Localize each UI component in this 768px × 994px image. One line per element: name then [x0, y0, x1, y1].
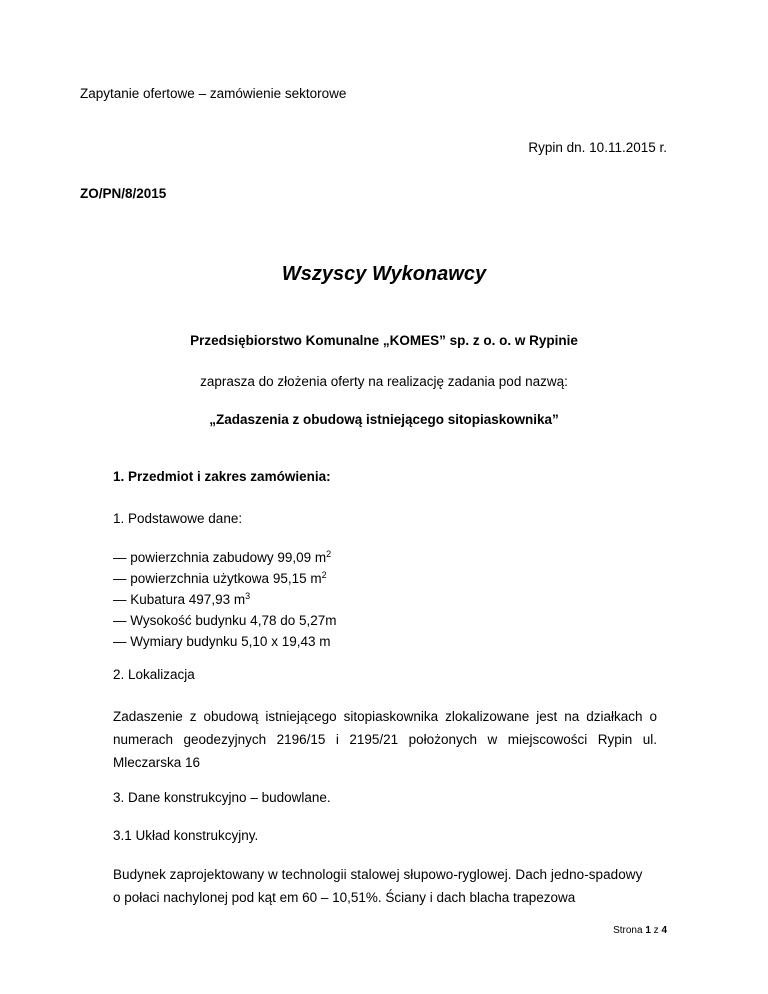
place-date: Rypin dn. 10.11.2015 r.: [528, 140, 667, 155]
fact-item: — powierzchnia zabudowy 99,09 $m^2$: [113, 549, 332, 565]
fact-item: — Wymiary budynku 5,10 x 19,43 m: [113, 634, 331, 649]
fact-item: — Kubatura 497,93 $m^3$: [113, 591, 251, 607]
facts-list: [113, 547, 337, 652]
project-name: „Zadaszenia z obudową istniejącego sitopiaskownika”: [209, 412, 559, 427]
company-name: Przedsiębiorstwo Komunalne „KOMES” sp. z o. o. w Rypinie: [190, 333, 578, 348]
fact-item: — Wysokość budynku 4,78 do 5,27m: [113, 613, 337, 628]
structure-line-1: Budynek zaprojektowany w technologii stalowej słupowo-ryglowej. Dach jedno-spadowy: [113, 867, 643, 882]
fact-item: — powierzchnia użytkowa 95,15 $m^2$: [113, 570, 327, 586]
subsection-basic-data: 1. Podstawowe dane:: [113, 511, 243, 526]
section-heading: 1. Przedmiot i zakres zamówienia:: [113, 469, 331, 484]
reference-number: ZO/PN/8/2015: [80, 186, 167, 201]
location-paragraph: Zadaszenie z obudową istniejącego sitopiaskownika zlokalizowane jest na działkach o numerach geodezyjnych 2196/15 i 2195/21 położonych w miejscowości Rypin ul. Mleczarska 16: [113, 709, 657, 770]
subsection-construction: 3. Dane konstrukcyjno – budowlane.: [113, 790, 331, 805]
subsection-structure: 3.1 Układ konstrukcyjny.: [113, 828, 259, 843]
subsection-location: 2. Lokalizacja: [113, 667, 195, 682]
document-subject: Zapytanie ofertowe – zamówienie sektorowe: [80, 86, 347, 101]
recipient-title: Wszyscy Wykonawcy: [281, 263, 487, 285]
invitation-text: zaprasza do złożenia oferty na realizację zadania pod nazwą:: [200, 374, 568, 389]
page-footer: Strona 1 z 4: [613, 925, 667, 936]
structure-line-2: o połaci nachylonej pod kąt em 60 – 10,51%. Ściany i dach blacha trapezowa: [113, 890, 576, 905]
